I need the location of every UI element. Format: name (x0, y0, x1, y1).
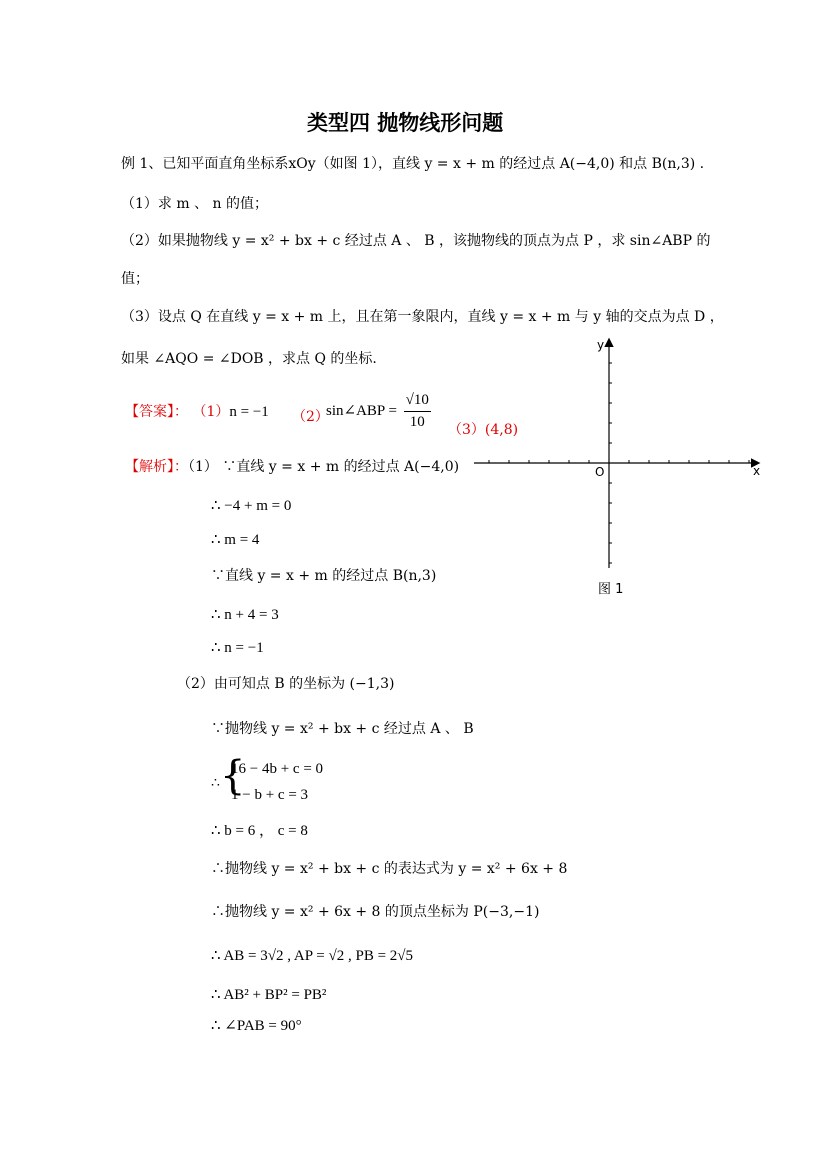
sin-numerator: √10 (404, 393, 431, 412)
solution-line-1 (125, 460, 459, 474)
solution-step-5: ∴ n + 4 = 3 (211, 607, 279, 623)
coordinate-figure (470, 332, 770, 572)
solution-step-13: ∴ AB² + BP² = PB² (211, 987, 327, 1003)
solution-step-2: ∴ −4 + m = 0 (211, 498, 292, 514)
solution-step-6: ∴ n = −1 (211, 640, 264, 656)
solution-step-4: ∵直线 y = x + m 的经过点 B(n,3) (211, 568, 437, 584)
system-equation-2: 1 − b + c = 3 (231, 787, 309, 803)
answer-line (125, 405, 269, 420)
therefore-symbol: ∴ (211, 775, 220, 791)
x-axis-label: x (753, 464, 761, 478)
answer-part-2-expression (326, 393, 434, 430)
solution-step-9: ∴ b = 6 ， c = 8 (211, 823, 308, 839)
sin-fraction (404, 393, 431, 430)
sin-denominator: 10 (409, 414, 425, 430)
question-3-line-1: （3）设点 Q 在直线 y = x + m 上，且在第一象限内，直线 y = x + m 与 y 轴的交点为点 D ， (121, 309, 724, 325)
question-3-line-2: 如果 ∠AQO = ∠DOB ，求点 Q 的坐标. (121, 351, 377, 367)
solution-step-11: ∴抛物线 y = x² + 6x + 8 的顶点坐标为 P(−3,−1) (211, 904, 540, 920)
solution-step-7: （2）由可知点 B 的坐标为 (−1,3) (177, 676, 395, 692)
question-1: （1）求 m 、 n 的值； (121, 196, 268, 212)
figure-caption: 图 1 (598, 582, 624, 597)
solution-step-3: ∴ m = 4 (211, 532, 260, 548)
solution-step-1: （1） ∵直线 y = x + m 的经过点 A(−4,0) (188, 459, 460, 475)
answer-part-2-label: （2） (292, 409, 329, 425)
solution-step-8: ∵抛物线 y = x² + bx + c 经过点 A 、 B (211, 721, 474, 737)
origin-label: O (595, 465, 605, 479)
example-line-1: 例 1、已知平面直角坐标系xOy（如图 1），直线 y = x + m 的经过点 A(−4,0) 和点 B(n,3) . (121, 156, 705, 172)
solution-label: 【解析】： (125, 459, 188, 475)
left-brace: { (220, 753, 246, 799)
solution-step-14: ∴ ∠PAB = 90° (211, 1018, 302, 1034)
solution-step-10: ∴抛物线 y = x² + bx + c 的表达式为 y = x² + 6x + 8 (211, 861, 568, 877)
answer-part-1-label: （1） (192, 404, 230, 420)
answer-part-3: （3）(4,8) (448, 422, 519, 438)
system-equation-1: 16 − 4b + c = 0 (231, 761, 324, 777)
y-axis-label: y (597, 338, 605, 352)
answer-label: 【答案】： (125, 404, 188, 420)
equation-system (211, 753, 411, 808)
solution-step-12: ∴ AB = 3√2 , AP = √2 , PB = 2√5 (211, 948, 414, 964)
sin-text: sin∠ABP = (326, 403, 397, 419)
question-2-line-2: 值； (121, 271, 149, 287)
answer-part-1-value: n = −1 (229, 404, 269, 420)
page-title: 类型四 抛物线形问题 (307, 111, 504, 135)
question-2-line-1: （2）如果抛物线 y = x² + bx + c 经过点 A 、 B ，该抛物线的顶点为点 P ，求 sin∠ABP 的 (121, 233, 711, 249)
